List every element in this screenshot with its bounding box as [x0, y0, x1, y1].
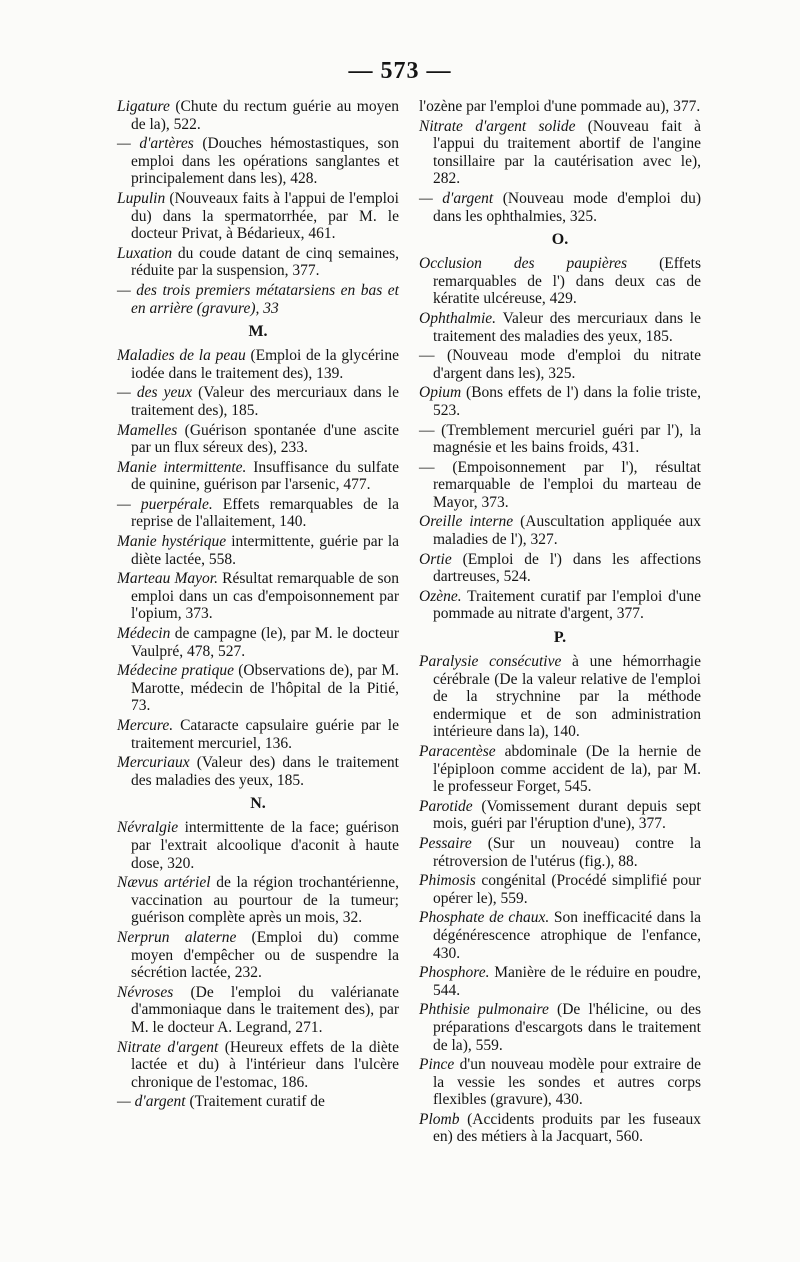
index-entry-text: de campagne (le), par M. le docteur Vaulpré, 478, 527. [131, 625, 399, 660]
index-entry [419, 1111, 701, 1146]
index-entry-heading: Manie hystérique [117, 533, 227, 551]
index-entry [117, 98, 399, 133]
index-entry [419, 255, 701, 308]
index-entry-text: Résultat remarquable de son emploi dans un cas d'empoisonnement par l'opium, 373. [131, 570, 399, 623]
section-letter: O. [551, 231, 569, 249]
index-entry [419, 909, 701, 962]
index-entry [419, 872, 701, 907]
index-entry-heading: Oreille interne [419, 513, 514, 531]
index-entry [117, 282, 399, 317]
index-column-right [419, 98, 701, 1148]
index-entry [419, 835, 701, 870]
index-entry-heading: Mercure. [117, 717, 174, 734]
index-entry-heading: Phosphate de chaux. [419, 909, 550, 927]
index-entry [117, 662, 399, 715]
index-entry-heading: Ligature [117, 98, 170, 115]
index-entry-heading: Phthisie pulmonaire [419, 1001, 549, 1019]
index-entry [419, 588, 701, 623]
index-entry-text: — (Empoisonnement par l'), résultat remarquable de l'emploi du marteau de Mayor, 373. [419, 458, 701, 511]
index-entry-text: Cataracte capsulaire guérie par le traitement mercuriel, 136. [131, 717, 399, 752]
index-entry-text: (Observations de), par M. Marotte, médecin de l'hôpital de la Pitié, 73. [131, 662, 399, 715]
index-entry-heading: Parotide [419, 797, 473, 815]
index-entry-heading: Phimosis [419, 872, 476, 890]
index-entry-text: (Bons effets de l') dans la folie triste, 523. [433, 384, 701, 419]
index-entry-heading: Névralgie [117, 819, 179, 837]
index-entry-text: — (Nouveau mode d'emploi du nitrate d'argent dans les), 325. [419, 347, 701, 382]
index-entry-heading: — puerpérale. [117, 495, 213, 513]
index-entry-heading: — d'argent [419, 189, 494, 207]
index-entry [419, 1056, 701, 1109]
index-entry-heading: Ortie [419, 550, 452, 568]
index-column-left [117, 98, 399, 1113]
index-entry [419, 459, 701, 512]
index-entry [117, 245, 399, 280]
index-entry-heading: Mamelles [117, 421, 178, 439]
index-entry-text: intermittente de la face; guérison par l'extrait alcoolique d'aconit à haute dose, 320. [131, 819, 399, 872]
index-entry-text: Valeur des mercuriaux dans le traitement des maladies des yeux, 185. [433, 309, 701, 345]
index-entry [117, 819, 399, 872]
index-entry-heading: Manie intermittente. [117, 458, 247, 476]
index-entry-heading: Pince [419, 1056, 455, 1074]
section-letter: P. [553, 629, 567, 647]
index-entry-text: (De l'hélicine, ou des préparations d'escargots dans le traitement de la), 559. [433, 1001, 701, 1054]
index-entry [117, 1039, 399, 1092]
index-entry-text: (Traitement curatif de [185, 1093, 325, 1111]
section-letter: M. [248, 323, 268, 341]
index-entry-heading: Paralysie consécutive [419, 653, 562, 671]
index-entry-text: (Valeur des) dans le traitement des maladies des yeux, 185. [131, 754, 399, 789]
index-entry [117, 570, 399, 623]
index-entry-text: Insuffisance du sulfate de quinine, guérison par l'arsenic, 477. [131, 458, 399, 494]
index-entry [419, 513, 701, 548]
index-entry [419, 118, 701, 188]
index-entry-text: (Nouveau fait à l'appui du traitement abortif de l'angine tonsillaire par la cautérisation avec le), 282. [433, 117, 701, 188]
index-entry-text: (Guérison spontanée d'une ascite par un flux séreux des), 233. [131, 421, 399, 457]
index-entry [117, 533, 399, 568]
index-entry [419, 798, 701, 833]
index-entry [419, 1001, 701, 1054]
index-entry-text: l'ozène par l'emploi d'une pommade au), 377. [419, 98, 701, 115]
index-entry-heading: Médecin [117, 625, 171, 643]
index-entry [419, 384, 701, 419]
index-entry [117, 459, 399, 494]
index-entry-text: (Effets remarquables de l') dans deux cas de kératite ulcéreuse, 429. [433, 255, 701, 308]
index-entry [419, 98, 701, 116]
index-entry-heading: — d'artères [117, 135, 194, 153]
page-number: — 573 — [348, 58, 452, 84]
index-entry-heading: Nitrate d'argent solide [419, 117, 576, 135]
index-entry-heading: Nitrate d'argent [117, 1038, 219, 1056]
index-entry-heading: Pessaire [419, 834, 472, 852]
index-entry [419, 347, 701, 382]
index-entry-heading: Luxation [117, 244, 173, 262]
index-entry-text: intermittente, guérie par la diète lactée, 558. [131, 533, 399, 568]
index-entry-text: (Nouveau mode d'emploi du) dans les ophthalmies, 325. [433, 189, 701, 225]
index-entry-text: (Nouveaux faits à l'appui de l'emploi du) dans la spermatorrhée, par M. le docteur Privat, à Bédarieux, 461. [131, 189, 399, 243]
index-entry [419, 653, 701, 741]
index-entry [117, 717, 399, 752]
index-entry-heading: Ophthalmie. [419, 309, 497, 327]
index-entry [419, 551, 701, 586]
index-entry-heading: Paracentèse [419, 743, 496, 760]
index-entry [117, 135, 399, 188]
index-entry-heading: Phosphore. [419, 964, 490, 982]
index-entry-text: (Heureux effets de la diète lactée et du) à l'intérieur dans l'ulcère chronique de l'estomac, 186. [131, 1038, 399, 1091]
index-entry-heading: Occlusion des paupières [419, 255, 628, 273]
index-entry-heading: Ozène. [419, 587, 462, 605]
index-entry-heading: Névroses [117, 983, 174, 1001]
index-entry [117, 984, 399, 1037]
index-entry-heading: Nævus artériel [117, 874, 211, 892]
index-entry-text: (Chute du rectum guérie au moyen de la), 522. [131, 98, 399, 133]
index-entry [117, 422, 399, 457]
index-entry-text: (Emploi de l') dans les affections dartreuses, 524. [433, 550, 701, 586]
index-entry-heading: Lupulin [117, 189, 166, 207]
index-entry-text: Manière de le réduire en poudre, 544. [433, 964, 701, 999]
index-entry [117, 929, 399, 982]
index-entry [117, 347, 399, 382]
index-entry [117, 496, 399, 531]
index-entry [419, 190, 701, 225]
index-entry-text: (Accidents produits par les fuseaux en) des métiers à la Jacquart, 560. [433, 1110, 701, 1146]
index-entry [117, 1093, 399, 1111]
index-entry-text: Effets remarquables de la reprise de l'allaitement, 140. [131, 495, 399, 531]
index-entry-heading: Nerprun alaterne [117, 928, 237, 946]
section-letter: N. [250, 795, 266, 813]
index-entry-text: congénital (Procédé simplifié pour opérer le), 559. [433, 872, 701, 907]
index-entry-text: (De l'emploi du valérianate d'ammoniaque dans le traitement des), par M. le docteur A. Legrand, 271. [131, 983, 399, 1036]
index-entry [117, 190, 399, 243]
index-entry-heading: — des yeux [117, 384, 193, 402]
index-entry [419, 964, 701, 999]
index-entry-heading: Marteau Mayor. [117, 570, 219, 588]
index-entry-heading: — des trois premiers métatarsiens en bas et en arrière (gravure), 33 [117, 281, 399, 317]
index-entry [117, 625, 399, 660]
index-entry [419, 422, 701, 457]
index-entry-text: (Valeur des mercuriaux dans le traitement des), 185. [131, 384, 399, 419]
index-entry-heading: — d'argent [117, 1093, 186, 1111]
index-entry-text: (Emploi du) comme moyen d'empêcher ou de suspendre la sécrétion lactée, 232. [131, 928, 399, 982]
index-entry-text: d'un nouveau modèle pour extraire de la vessie les sondes et autres corps flexibles (gravure), 430. [433, 1056, 701, 1109]
index-entry-text: — (Tremblement mercuriel guéri par l'), la magnésie et les bains froids, 431. [419, 421, 701, 457]
index-entry [117, 874, 399, 927]
index-entry-text: (Douches hémostastiques, son emploi dans les opérations sanglantes et principalement dans les), 428. [131, 135, 400, 188]
index-entry-heading: Plomb [419, 1110, 460, 1128]
index-entry-heading: Opium [419, 384, 462, 402]
index-entry [117, 384, 399, 419]
index-entry-text: Son inefficacité dans la dégénérescence atrophique de l'enfance, 430. [433, 909, 702, 962]
index-entry-text: Traitement curatif par l'emploi d'une pommade au nitrate d'argent, 377. [433, 587, 701, 623]
index-entry [419, 743, 701, 796]
index-entry-text: du coude datant de cinq semaines, réduite par la suspension, 377. [131, 244, 399, 280]
index-entry-text: de la région trochantérienne, vaccination au pourtour de la tumeur; guérison complète après un mois, 32. [131, 874, 399, 927]
index-entry-text: à une hémorrhagie cérébrale (De la valeur relative de l'emploi de la strychnine par la méthode endermique et de son administration intérieure dans la), 140. [433, 653, 701, 741]
index-entry-text: (Auscultation appliquée aux maladies de l'), 327. [433, 513, 701, 549]
index-entry [117, 754, 399, 789]
index-entry-text: (Emploi de la glycérine iodée dans le traitement des), 139. [131, 347, 399, 382]
index-entry-heading: Mercuriaux [117, 754, 190, 772]
index-entry-text: (Sur un nouveau) contre la rétroversion de l'utérus (fig.), 88. [433, 834, 701, 870]
index-entry-text: abdominale (De la hernie de l'épiploon comme accident de la), par M. le professeur Forget, 545. [433, 743, 701, 796]
index-entry-text: (Vomissement durant depuis sept mois, guéri par l'éruption d'une), 377. [433, 797, 701, 833]
index-entry-heading: Médecine pratique [117, 662, 234, 680]
index-entry [419, 310, 701, 345]
index-entry-heading: Maladies de la peau [117, 347, 246, 365]
